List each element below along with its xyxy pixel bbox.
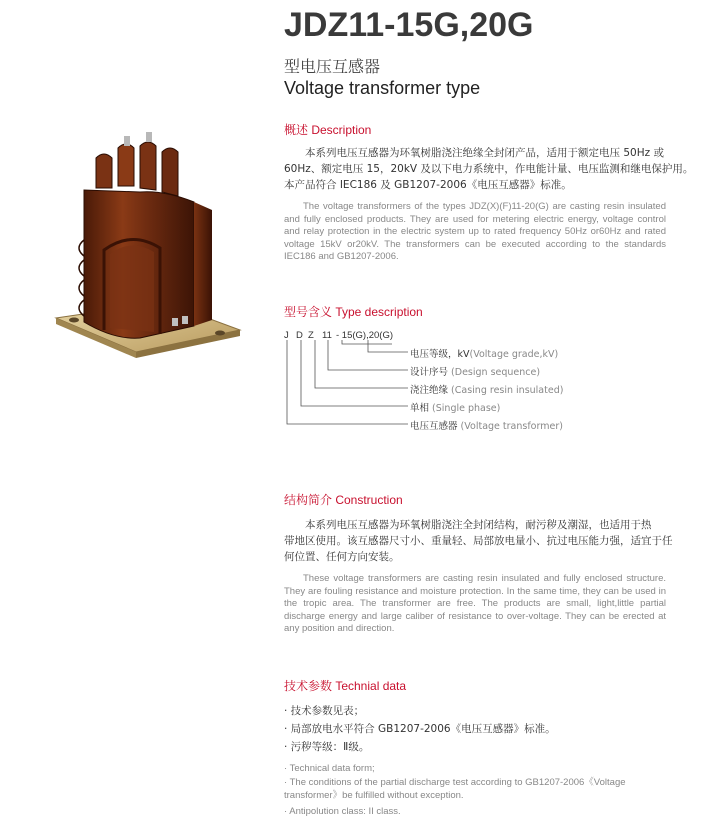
legend-design-sequence: 设计序号 (Design sequence) — [410, 367, 541, 378]
description-cn-line1: 本系列电压互感器为环氧树脂浇注绝缘全封闭产品，适用于额定电压 50Hz 或 — [305, 147, 664, 159]
technical-cn-item-1: · 技术参数见表； — [284, 705, 365, 717]
description-cn — [284, 145, 694, 193]
legend-single-phase: 单相 (Single phase) — [410, 403, 501, 414]
technical-en-item-2: · The conditions of the partial discharge test according to GB1207-2006《Voltage transformer》be fulfilled without exception. — [284, 777, 626, 801]
description-heading: 概述 Description — [284, 123, 372, 137]
product-subtitle-cn: 型电压互感器 — [284, 57, 381, 76]
code-number: 11 — [322, 330, 332, 341]
code-letter-z: Z — [308, 330, 314, 341]
product-subtitle-en: Voltage transformer type — [284, 78, 481, 98]
description-cn-line3: 本产品符合 IEC186 及 GB1207-2006《电压互感器》标准。 — [284, 179, 572, 191]
description-en: The voltage transformers of the types JDZ(X)(F)11-20(G) are casting resin insulated and fully enclosed products. They are used for metering electric energy, voltage control and relay protection in the electric system up to rated frequency 50Hz or60Hz and rated voltage 15kV or20kV. The transformers can be executed according to the standards IEC186 and GB1207-2006. — [284, 201, 666, 262]
construction-cn-line3: 何位置、任何方向安装。 — [284, 551, 400, 563]
legend-voltage-transformer: 电压互感器 (Voltage transformer) — [410, 421, 563, 432]
code-letter-j: J — [284, 330, 289, 341]
legend-casing-resin: 浇注绝缘 (Casing resin insulated) — [410, 385, 564, 396]
construction-heading: 结构简介 Construction — [284, 493, 403, 507]
code-letter-d: D — [296, 330, 303, 341]
legend-voltage-grade: 电压等级，kV(Voltage grade,kV) — [410, 349, 559, 360]
technical-cn-item-2: · 局部放电水平符合 GB1207-2006《电压互感器》标准。 — [284, 723, 556, 735]
technical-en-item-1: · Technical data form; — [284, 763, 375, 774]
code-voltage: - 15(G),20(G) — [336, 330, 394, 341]
construction-en: These voltage transformers are casting resin insulated and fully enclosed structure. They are fouling resistance and moisture protection. In the same time, they can be used in the tropic area. The transformer are free. The products are small, light,little partial discharge energy and large caliber of resistance to over-voltage. They can be erected at any position and direction. — [284, 573, 666, 634]
technical-en-item-3: · Antipolution class: II class. — [284, 806, 401, 817]
technical-heading: 技术参数 Technial data — [284, 679, 407, 693]
product-image — [44, 130, 244, 370]
construction-cn — [284, 517, 673, 565]
description-cn-line2: 60Hz、额定电压 15，20kV 及以下电力系统中，作电能计量、电压监测和继电保护用。 — [284, 163, 694, 175]
type-code-bracket — [282, 340, 412, 432]
construction-cn-line1: 本系列电压互感器为环氧树脂浇注全封闭结构，耐污秽及潮湿，也适用于热 — [305, 519, 652, 531]
type-description-heading: 型号含义 Type description — [284, 305, 423, 319]
construction-cn-line2: 带地区使用。该互感器尺寸小、重量轻、局部放电量小、抗过电压能力强，适宜于任 — [284, 535, 673, 547]
product-title: JDZ11-15G,20G — [284, 6, 534, 44]
technical-cn-item-3: · 污秽等级：Ⅱ级。 — [284, 741, 370, 753]
